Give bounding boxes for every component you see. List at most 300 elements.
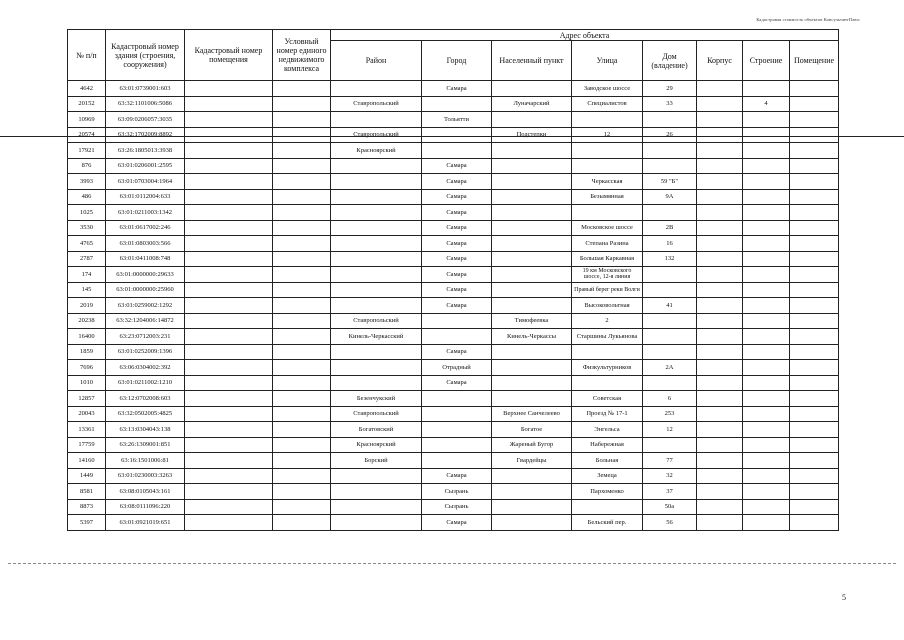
table-cell bbox=[790, 189, 839, 205]
table-cell bbox=[492, 298, 572, 314]
table-cell: 63:01:0703004:1964 bbox=[106, 174, 185, 190]
table-row bbox=[68, 143, 839, 159]
table-cell bbox=[273, 127, 331, 143]
table-cell bbox=[790, 220, 839, 236]
table-cell: 145 bbox=[68, 282, 106, 298]
table-cell bbox=[643, 329, 697, 345]
table-cell bbox=[185, 267, 273, 283]
table-cell: Гвардейцы bbox=[492, 453, 572, 469]
table-cell bbox=[331, 499, 422, 515]
table-cell bbox=[743, 143, 790, 159]
table-cell bbox=[697, 499, 743, 515]
table-cell: Физкультурников bbox=[572, 360, 643, 376]
table-row bbox=[68, 437, 839, 453]
table-cell: 20238 bbox=[68, 313, 106, 329]
table-cell: 12 bbox=[572, 127, 643, 143]
table-cell bbox=[790, 313, 839, 329]
table-cell bbox=[697, 251, 743, 267]
table-cell bbox=[743, 189, 790, 205]
table-cell bbox=[697, 158, 743, 174]
table-cell: 2В bbox=[643, 220, 697, 236]
table-cell bbox=[743, 453, 790, 469]
table-cell: 16 bbox=[643, 236, 697, 252]
table-cell bbox=[331, 282, 422, 298]
table-row bbox=[68, 96, 839, 112]
table-cell: 32 bbox=[643, 468, 697, 484]
table-cell bbox=[331, 112, 422, 128]
table-cell bbox=[331, 360, 422, 376]
table-cell bbox=[697, 205, 743, 221]
table-cell bbox=[492, 282, 572, 298]
table-cell bbox=[743, 360, 790, 376]
table-cell bbox=[743, 174, 790, 190]
table-cell: Самара bbox=[422, 468, 492, 484]
table-cell: Тимофеевка bbox=[492, 313, 572, 329]
table-cell bbox=[185, 484, 273, 500]
table-row bbox=[68, 375, 839, 391]
table-cell bbox=[743, 282, 790, 298]
table-cell bbox=[185, 282, 273, 298]
table-cell bbox=[643, 344, 697, 360]
table-row bbox=[68, 81, 839, 97]
table-cell bbox=[643, 205, 697, 221]
table-cell: Земеца bbox=[572, 468, 643, 484]
table-cell bbox=[743, 127, 790, 143]
table-cell: 12 bbox=[643, 422, 697, 438]
table-cell bbox=[790, 360, 839, 376]
table-row bbox=[68, 406, 839, 422]
table-cell bbox=[697, 391, 743, 407]
table-cell: 4642 bbox=[68, 81, 106, 97]
table-cell bbox=[697, 422, 743, 438]
table-cell: Самара bbox=[422, 344, 492, 360]
table-cell: Самара bbox=[422, 189, 492, 205]
table-row bbox=[68, 360, 839, 376]
table-cell bbox=[492, 81, 572, 97]
table-row bbox=[68, 251, 839, 267]
table-row bbox=[68, 453, 839, 469]
table-cell bbox=[790, 251, 839, 267]
table-cell bbox=[273, 437, 331, 453]
table-row bbox=[68, 205, 839, 221]
table-cell bbox=[185, 127, 273, 143]
table-cell: 7696 bbox=[68, 360, 106, 376]
table-cell bbox=[422, 96, 492, 112]
table-cell: 63:01:0230003:3263 bbox=[106, 468, 185, 484]
table-cell bbox=[743, 468, 790, 484]
table-cell bbox=[185, 81, 273, 97]
table-cell bbox=[492, 220, 572, 236]
table-row bbox=[68, 468, 839, 484]
table-cell bbox=[697, 236, 743, 252]
table-cell bbox=[273, 112, 331, 128]
table-cell: Сызрань bbox=[422, 484, 492, 500]
table-row bbox=[68, 267, 839, 283]
table-cell bbox=[697, 127, 743, 143]
header-building: Кадастровый номер здания (строения, сооружения) bbox=[106, 30, 185, 81]
table-cell: Подстепки bbox=[492, 127, 572, 143]
table-cell: 1859 bbox=[68, 344, 106, 360]
table-cell: Энгельса bbox=[572, 422, 643, 438]
table-cell: Сызрань bbox=[422, 499, 492, 515]
table-cell: 4765 bbox=[68, 236, 106, 252]
table-cell: 132 bbox=[643, 251, 697, 267]
header-street: Улица bbox=[572, 41, 643, 81]
table-cell bbox=[185, 112, 273, 128]
table-cell bbox=[273, 143, 331, 159]
table-cell: Самара bbox=[422, 251, 492, 267]
table-cell bbox=[492, 499, 572, 515]
table-cell bbox=[572, 205, 643, 221]
table-cell bbox=[492, 391, 572, 407]
table-cell bbox=[422, 437, 492, 453]
bottom-divider bbox=[8, 563, 896, 564]
table-cell: 63:32:1702009:8892 bbox=[106, 127, 185, 143]
table-cell: Верхнее Санчелеево bbox=[492, 406, 572, 422]
table-cell bbox=[790, 499, 839, 515]
table-cell bbox=[643, 313, 697, 329]
table-body bbox=[68, 81, 839, 531]
table-cell: 10969 bbox=[68, 112, 106, 128]
table-cell: 2019 bbox=[68, 298, 106, 314]
table-row bbox=[68, 282, 839, 298]
header-city: Город bbox=[422, 41, 492, 81]
table-cell: Тольятти bbox=[422, 112, 492, 128]
table-cell: 20152 bbox=[68, 96, 106, 112]
table-cell bbox=[790, 453, 839, 469]
table-cell bbox=[643, 112, 697, 128]
table-cell: 63:26:1805013:3938 bbox=[106, 143, 185, 159]
table-cell bbox=[572, 499, 643, 515]
table-cell: 33 bbox=[643, 96, 697, 112]
table-row bbox=[68, 515, 839, 531]
table-cell bbox=[572, 143, 643, 159]
table-row bbox=[68, 391, 839, 407]
table-cell: 63:08:0105043:161 bbox=[106, 484, 185, 500]
table-cell: 63:01:0259002:1292 bbox=[106, 298, 185, 314]
table-cell bbox=[790, 143, 839, 159]
table-cell bbox=[743, 515, 790, 531]
table-cell bbox=[422, 406, 492, 422]
table-cell bbox=[273, 468, 331, 484]
table-cell bbox=[273, 205, 331, 221]
table-cell: 59 "Б" bbox=[643, 174, 697, 190]
table-cell bbox=[185, 189, 273, 205]
table-cell: Богатое bbox=[492, 422, 572, 438]
table-cell bbox=[790, 406, 839, 422]
table-cell: 63:01:0000000:29633 bbox=[106, 267, 185, 283]
table-cell bbox=[697, 189, 743, 205]
table-cell bbox=[743, 267, 790, 283]
table-cell bbox=[422, 127, 492, 143]
table-cell bbox=[422, 453, 492, 469]
table-cell bbox=[697, 406, 743, 422]
table-cell: Самара bbox=[422, 81, 492, 97]
table-cell bbox=[643, 282, 697, 298]
table-cell: 1449 bbox=[68, 468, 106, 484]
table-cell bbox=[697, 143, 743, 159]
table-row bbox=[68, 329, 839, 345]
table-cell bbox=[331, 344, 422, 360]
table-row bbox=[68, 484, 839, 500]
table-cell bbox=[492, 158, 572, 174]
table-cell: Самара bbox=[422, 174, 492, 190]
header-house: Дом (владение) bbox=[643, 41, 697, 81]
table-row bbox=[68, 174, 839, 190]
table-cell bbox=[697, 360, 743, 376]
header-settlement: Населенный пункт bbox=[492, 41, 572, 81]
table-cell bbox=[273, 391, 331, 407]
table-cell: 2 bbox=[572, 313, 643, 329]
table-cell bbox=[422, 329, 492, 345]
table-cell bbox=[185, 298, 273, 314]
table-cell bbox=[790, 298, 839, 314]
header-room: Кадастровый номер помещения bbox=[185, 30, 273, 81]
table-cell bbox=[331, 375, 422, 391]
register-table bbox=[67, 29, 839, 531]
table-cell bbox=[572, 375, 643, 391]
table-cell bbox=[790, 437, 839, 453]
table-cell bbox=[492, 344, 572, 360]
table-cell bbox=[790, 112, 839, 128]
table-cell: 13361 bbox=[68, 422, 106, 438]
table-cell bbox=[331, 468, 422, 484]
table-cell: Бельский пер. bbox=[572, 515, 643, 531]
table-cell bbox=[743, 422, 790, 438]
table-cell bbox=[743, 298, 790, 314]
strikethrough-line bbox=[0, 136, 904, 137]
table-cell bbox=[273, 453, 331, 469]
table-cell bbox=[331, 236, 422, 252]
table-cell bbox=[185, 499, 273, 515]
table-row bbox=[68, 499, 839, 515]
table-cell bbox=[643, 143, 697, 159]
table-cell: 174 bbox=[68, 267, 106, 283]
table-cell bbox=[185, 313, 273, 329]
table-cell bbox=[790, 81, 839, 97]
table-cell bbox=[331, 205, 422, 221]
table-cell bbox=[643, 267, 697, 283]
table-cell bbox=[185, 391, 273, 407]
table-cell: 876 bbox=[68, 158, 106, 174]
table-cell: 3993 bbox=[68, 174, 106, 190]
table-cell bbox=[697, 329, 743, 345]
table-cell bbox=[185, 422, 273, 438]
table-cell: 63:01:0211002:1210 bbox=[106, 375, 185, 391]
table-cell bbox=[743, 406, 790, 422]
table-cell bbox=[743, 81, 790, 97]
table-cell bbox=[697, 313, 743, 329]
table-cell bbox=[572, 158, 643, 174]
table-cell bbox=[743, 329, 790, 345]
table-cell bbox=[185, 453, 273, 469]
table-cell bbox=[790, 205, 839, 221]
table-cell bbox=[273, 251, 331, 267]
table-cell: Самара bbox=[422, 236, 492, 252]
table-cell: 486 bbox=[68, 189, 106, 205]
table-cell: 4 bbox=[743, 96, 790, 112]
table-cell bbox=[697, 437, 743, 453]
table-cell bbox=[790, 375, 839, 391]
table-cell bbox=[643, 437, 697, 453]
table-cell: Красноярский bbox=[331, 143, 422, 159]
table-cell bbox=[697, 81, 743, 97]
table-cell bbox=[331, 158, 422, 174]
table-cell bbox=[331, 81, 422, 97]
table-cell: Кинель-Черкасский bbox=[331, 329, 422, 345]
table-cell bbox=[273, 81, 331, 97]
table-cell: Безенчукский bbox=[331, 391, 422, 407]
table-cell bbox=[273, 158, 331, 174]
table-cell: 63:01:0803003:566 bbox=[106, 236, 185, 252]
table-cell: 1010 bbox=[68, 375, 106, 391]
table-cell: 63:06:0304002:392 bbox=[106, 360, 185, 376]
table-row bbox=[68, 127, 839, 143]
table-cell: 3530 bbox=[68, 220, 106, 236]
table-cell bbox=[273, 515, 331, 531]
table-cell: Самара bbox=[422, 267, 492, 283]
table-cell bbox=[273, 360, 331, 376]
table-cell bbox=[790, 282, 839, 298]
table-cell: 77 bbox=[643, 453, 697, 469]
table-cell: 63:01:0921019:651 bbox=[106, 515, 185, 531]
table-cell bbox=[185, 375, 273, 391]
table-cell bbox=[743, 391, 790, 407]
table-cell bbox=[185, 96, 273, 112]
table-cell bbox=[331, 515, 422, 531]
table-cell: 16400 bbox=[68, 329, 106, 345]
table-cell bbox=[331, 267, 422, 283]
table-cell bbox=[273, 375, 331, 391]
table-cell bbox=[743, 112, 790, 128]
table-cell: 2787 bbox=[68, 251, 106, 267]
table-cell bbox=[572, 112, 643, 128]
table-cell: 8581 bbox=[68, 484, 106, 500]
table-cell: 5397 bbox=[68, 515, 106, 531]
table-cell: Ставропольский bbox=[331, 406, 422, 422]
table-cell bbox=[492, 484, 572, 500]
table-cell: Жареный Бугор bbox=[492, 437, 572, 453]
table-cell bbox=[331, 251, 422, 267]
table-cell: Старшины Лукьянова bbox=[572, 329, 643, 345]
table-cell bbox=[743, 251, 790, 267]
table-cell bbox=[492, 515, 572, 531]
table-cell bbox=[185, 360, 273, 376]
table-cell bbox=[331, 484, 422, 500]
table-cell: Ставропольский bbox=[331, 313, 422, 329]
table-cell: 63:08:0111096:220 bbox=[106, 499, 185, 515]
table-cell: Советская bbox=[572, 391, 643, 407]
table-cell bbox=[572, 344, 643, 360]
table-row bbox=[68, 112, 839, 128]
header-complex: Условный номер единого недвижимого комплекса bbox=[273, 30, 331, 81]
table-cell: Большая Каркавная bbox=[572, 251, 643, 267]
header-district: Район bbox=[331, 41, 422, 81]
table-cell: 253 bbox=[643, 406, 697, 422]
table-cell: Ставропольский bbox=[331, 96, 422, 112]
table-cell: Набережная bbox=[572, 437, 643, 453]
table-cell bbox=[790, 422, 839, 438]
table-cell bbox=[273, 344, 331, 360]
table-cell bbox=[273, 220, 331, 236]
table-cell: Степана Разина bbox=[572, 236, 643, 252]
table-cell bbox=[422, 391, 492, 407]
table-cell bbox=[697, 267, 743, 283]
table-row bbox=[68, 344, 839, 360]
table-cell bbox=[185, 329, 273, 345]
table-cell bbox=[790, 267, 839, 283]
table-cell: 63:23:0712003:231 bbox=[106, 329, 185, 345]
table-cell: Самара bbox=[422, 515, 492, 531]
table-cell: 63:01:0411008:748 bbox=[106, 251, 185, 267]
table-row bbox=[68, 422, 839, 438]
table-cell bbox=[185, 143, 273, 159]
table-cell bbox=[273, 267, 331, 283]
table-cell bbox=[185, 205, 273, 221]
table-cell: Заводское шоссе bbox=[572, 81, 643, 97]
header-pomeshenie: Помещение bbox=[790, 41, 839, 81]
table-cell bbox=[790, 127, 839, 143]
table-cell: Отрадный bbox=[422, 360, 492, 376]
table-cell bbox=[185, 236, 273, 252]
table-cell bbox=[697, 375, 743, 391]
table-cell: 63:16:1501006:81 bbox=[106, 453, 185, 469]
table-cell: 63:09:0206057:3035 bbox=[106, 112, 185, 128]
table-cell bbox=[492, 375, 572, 391]
table-cell: Луначарский bbox=[492, 96, 572, 112]
table-cell bbox=[185, 437, 273, 453]
table-cell: 63:01:0211003:1342 bbox=[106, 205, 185, 221]
table-cell: 17921 bbox=[68, 143, 106, 159]
table-cell bbox=[697, 112, 743, 128]
table-cell bbox=[643, 375, 697, 391]
table-cell: Самара bbox=[422, 375, 492, 391]
table-row bbox=[68, 313, 839, 329]
table-cell bbox=[273, 484, 331, 500]
table-cell: 26 bbox=[643, 127, 697, 143]
table-cell: 63:01:0112004:633 bbox=[106, 189, 185, 205]
table-cell bbox=[273, 313, 331, 329]
table-cell: Борский bbox=[331, 453, 422, 469]
table-cell bbox=[422, 143, 492, 159]
table-cell: 56 bbox=[643, 515, 697, 531]
table-cell: Кинель-Черкассы bbox=[492, 329, 572, 345]
table-cell bbox=[697, 220, 743, 236]
table-cell bbox=[743, 313, 790, 329]
page-number: 5 bbox=[842, 593, 846, 602]
table-cell bbox=[492, 251, 572, 267]
table-cell: 6 bbox=[643, 391, 697, 407]
table-cell bbox=[273, 174, 331, 190]
table-cell bbox=[743, 499, 790, 515]
table-cell bbox=[273, 499, 331, 515]
table-cell bbox=[185, 515, 273, 531]
header-num: № п/п bbox=[68, 30, 106, 81]
table-cell bbox=[331, 220, 422, 236]
table-cell bbox=[697, 453, 743, 469]
table-cell bbox=[697, 282, 743, 298]
table-cell bbox=[273, 189, 331, 205]
table-cell bbox=[790, 158, 839, 174]
table-cell bbox=[492, 236, 572, 252]
table-cell bbox=[185, 174, 273, 190]
table-cell bbox=[331, 189, 422, 205]
header-stroenie: Строение bbox=[743, 41, 790, 81]
table-cell: 63:01:0000000:25960 bbox=[106, 282, 185, 298]
table-cell: 63:32:1101006:5086 bbox=[106, 96, 185, 112]
table-cell bbox=[743, 344, 790, 360]
table-cell bbox=[492, 205, 572, 221]
